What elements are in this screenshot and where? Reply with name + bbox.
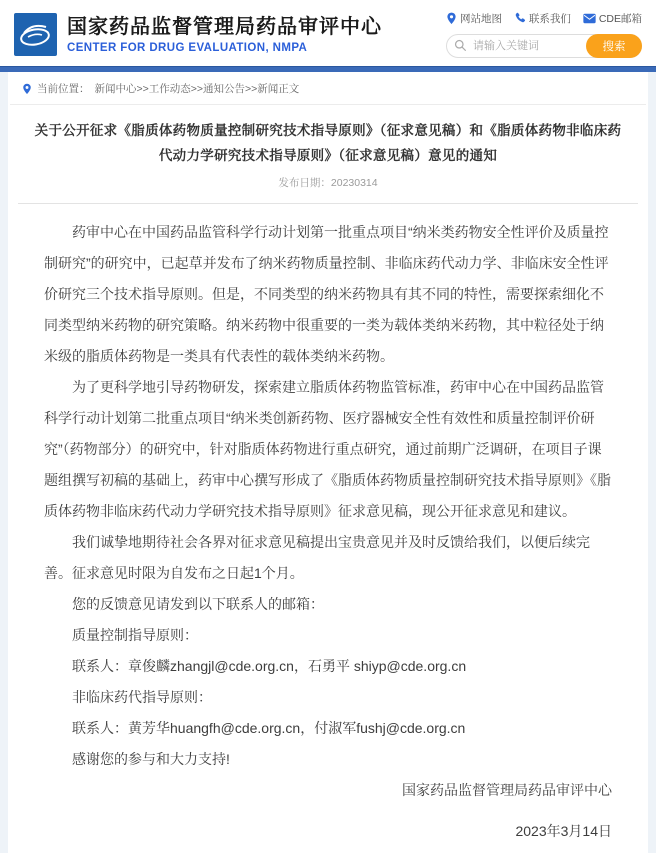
mail-icon <box>583 13 596 24</box>
breadcrumb-pin-icon <box>22 83 32 95</box>
paragraph: 我们诚挚地期待社会各界对征求意见稿提出宝贵意见并及时反馈给我们，以便后续完善。征求意见时限为自发布之日起1个月。 <box>44 534 590 581</box>
breadcrumb-path[interactable]: 新闻中心>>工作动态>>通知公告>>新闻正文 <box>94 83 300 95</box>
quick-link-sitemap[interactable] <box>446 11 502 26</box>
site-header <box>0 0 656 66</box>
quick-link-label: CDE邮箱 <box>598 12 642 25</box>
paragraph: 质量控制指导原则： <box>72 627 198 643</box>
breadcrumb-prefix: 当前位置： <box>37 83 90 95</box>
phone-icon <box>514 12 526 24</box>
paragraph: 感谢您的参与和大力支持! <box>72 751 230 767</box>
quick-link-label: 网站地图 <box>460 12 502 25</box>
article-body <box>8 204 648 853</box>
cde-logo[interactable] <box>14 13 57 56</box>
search-bar <box>446 34 642 58</box>
site-title-en: CENTER FOR DRUG EVALUATION, NMPA <box>67 41 308 54</box>
signature-org: 国家药品监督管理局药品审评中心 <box>402 782 612 798</box>
signature-date: 2023年3月14日 <box>515 823 612 839</box>
header-right <box>446 9 642 58</box>
page-background <box>0 72 656 853</box>
quick-links <box>446 11 642 26</box>
cde-logo-icon <box>14 13 57 56</box>
paragraph: 非临床药代指导原则： <box>72 689 212 705</box>
paragraph: 您的反馈意见请发到以下联系人的邮箱： <box>72 596 324 612</box>
article-title: 关于公开征求《脂质体药物质量控制研究技术指导原则》（征求意见稿）和《脂质体药物非临床药代动力学研究技术指导原则》（征求意见稿）意见的通知 <box>34 123 622 163</box>
search-icon <box>454 39 467 57</box>
publish-date-row <box>18 175 638 204</box>
site-title-cn: 国家药品监督管理局药品审评中心 <box>67 15 382 38</box>
search-button[interactable]: 搜索 <box>586 34 642 58</box>
paragraph-contact-nonclinical: 联系人：黄芳华huangfh@cde.org.cn，付淑军fushj@cde.org.cn <box>72 720 466 736</box>
map-pin-icon <box>446 12 457 25</box>
breadcrumb <box>10 72 646 105</box>
quick-link-mail[interactable] <box>583 11 642 26</box>
quick-link-label: 联系我们 <box>528 12 571 25</box>
content-panel <box>8 72 648 853</box>
paragraph: 药审中心在中国药品监管科学行动计划第一批重点项目“纳米类药物安全性评价及质量控制研究”的研究中，已起草并发布了纳米药物质量控制、非临床药代动力学、非临床安全性评价研究三个技术指导原则。但是，不同类型的纳米药物具有其不同的特性，需要探索细化不同类型纳米药物的研究策略。纳米药物中很重要的一类为载体类纳米药物，其中粒径处于纳米级的脂质体药物是一类具有代表性的载体类纳米药物。 <box>44 224 609 364</box>
paragraph-contact-quality: 联系人：章俊麟zhangjl@cde.org.cn，石勇平 shiyp@cde.org.cn <box>72 658 467 674</box>
publish-date-label: 发布日期： <box>278 177 331 189</box>
brand-block <box>67 15 382 54</box>
paragraph: 为了更科学地引导药物研发，探索建立脂质体药物监管标准，药审中心在中国药品监管科学行动计划第二批重点项目“纳米类创新药物、医疗器械安全性有效性和质量控制评价研究”（药物部分）的研究中，针对脂质体药物进行重点研究，通过前期广泛调研，在项目子课题组撰写初稿的基础上，药审中心撰写形成了《脂质体药物质量控制研究技术指导原则》《脂质体药物非临床药代动力学研究技术指导原则》征求意见稿，现公开征求意见和建议。 <box>44 379 611 519</box>
publish-date-value: 20230314 <box>330 177 378 189</box>
quick-link-contact[interactable] <box>514 11 571 26</box>
